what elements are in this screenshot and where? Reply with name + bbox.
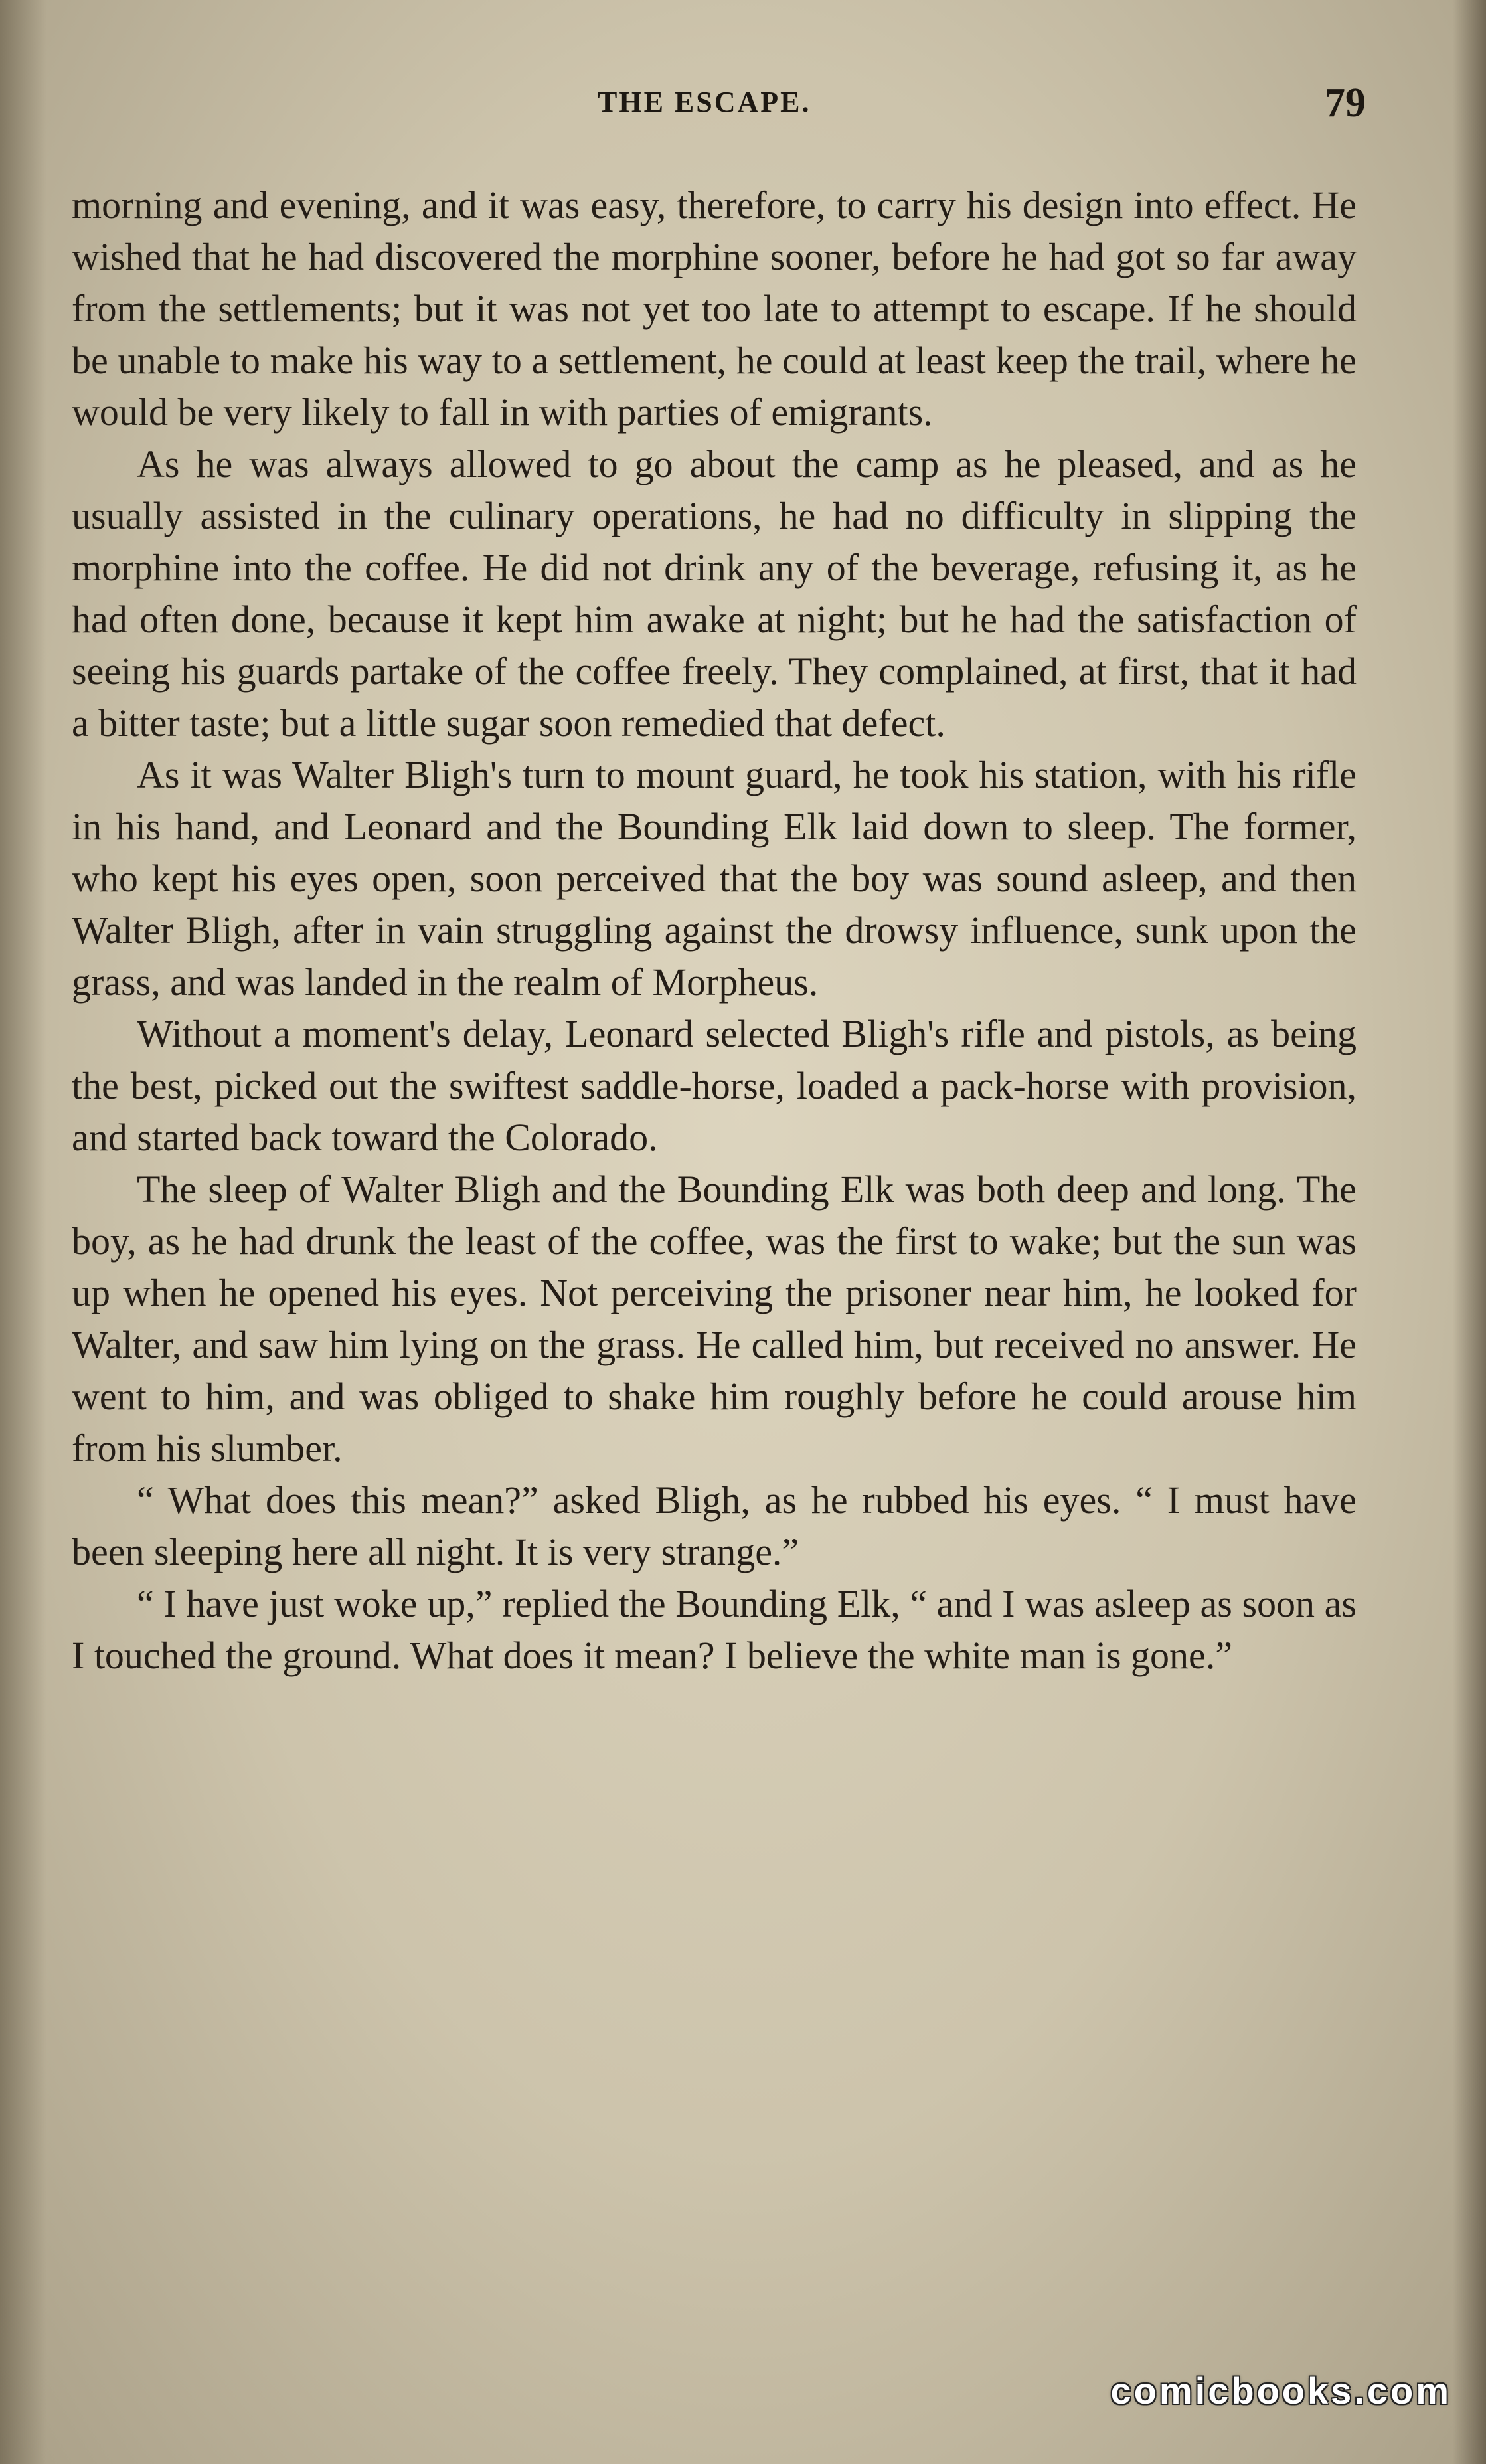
paragraph-4: Without a moment's delay, Leonard selected Bligh's rifle and pistols, as being the best, picked out the swiftest saddle-horse, loaded a pack-horse with provision, and started back toward the Colorado.: [72, 1012, 1357, 1159]
paragraph-6: “ What does this mean?” asked Bligh, as he rubbed his eyes. “ I must have been sleeping here all night. It is very strange.”: [72, 1478, 1357, 1573]
paragraph-5: The sleep of Walter Bligh and the Bounding Elk was both deep and long. The boy, as he had drunk the least of the coffee, was the first to wake; but the sun was up when he opened his eyes. Not perceiving the prisoner near him, he looked for Walter, and saw him lying on the grass. He called him, but received no answer. He went to him, and was obliged to shake him roughly before he could arouse him from his slumber.: [72, 1168, 1357, 1470]
body-text: [72, 179, 1357, 1682]
page-number: 79: [1325, 80, 1366, 126]
running-head: [0, 80, 1486, 138]
watermark: comicbooks.com: [1110, 2370, 1451, 2412]
page-edge-shadow-right: [1453, 0, 1486, 2464]
running-title: THE ESCAPE.: [598, 86, 811, 118]
page-edge-shadow-left: [0, 0, 46, 2464]
paragraph-1: morning and evening, and it was easy, therefore, to carry his design into effect. He wished that he had discovered the morphine sooner, before he had got so far away from the settlements; but it was not yet too late to attempt to escape. If he should be unable to make his way to a settlement, he could at least keep the trail, where he would be very likely to fall in with parties of emigrants.: [72, 183, 1357, 434]
paragraph-3: As it was Walter Bligh's turn to mount guard, he took his station, with his rifle in his hand, and Leonard and the Bounding Elk laid down to sleep. The former, who kept his eyes open, soon perceived that the boy was sound asleep, and then Walter Bligh, after in vain struggling against the drowsy influence, sunk upon the grass, and was landed in the realm of Morpheus.: [72, 753, 1357, 1004]
paragraph-2: As he was always allowed to go about the camp as he pleased, and as he usually assisted in the culinary operations, he had no difficulty in slipping the morphine into the coffee. He did not drink any of the beverage, refusing it, as he had often done, because it kept him awake at night; but he had the satisfaction of seeing his guards partake of the coffee freely. They complained, at first, that it had a bitter taste; but a little sugar soon remedied that defect.: [72, 442, 1357, 745]
paragraph-7: “ I have just woke up,” replied the Bounding Elk, “ and I was asleep as soon as I touched the ground. What does it mean? I believe the white man is gone.”: [72, 1582, 1357, 1677]
